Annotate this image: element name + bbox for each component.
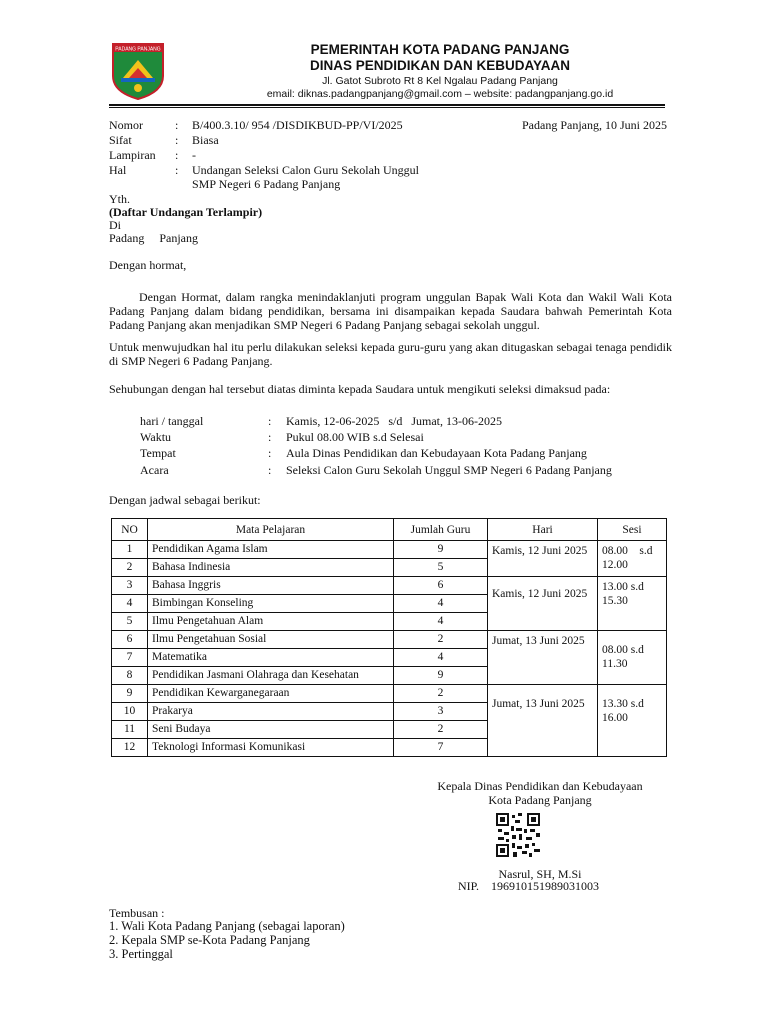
row-session: 08.00 s.d 11.30: [598, 631, 667, 685]
row-count: 5: [394, 559, 488, 577]
row-day: Kamis, 12 Juni 2025: [488, 541, 598, 577]
lampiran-colon: :: [175, 148, 179, 162]
hal-value-line1: Undangan Seleksi Calon Guru Sekolah Unggul: [192, 163, 419, 177]
addressee-yth: Yth.: [109, 192, 130, 206]
row-session: 13.00 s.d 15.30: [598, 577, 667, 631]
cc-item: 3. Pertinggal: [109, 947, 173, 961]
row-no: 5: [112, 613, 148, 631]
row-subject: Prakarya: [148, 703, 394, 721]
letterhead-contact: email: diknas.padangpanjang@gmail.com – website: padangpanjang.go.id: [266, 88, 614, 100]
hal-value-line2: SMP Negeri 6 Padang Panjang: [192, 177, 341, 191]
row-subject: Pendidikan Jasmani Olahraga dan Kesehatan: [148, 667, 394, 685]
row-no: 9: [112, 685, 148, 703]
header-day: Hari: [488, 519, 598, 541]
sifat-colon: :: [175, 133, 179, 147]
event-place-value: Aula Dinas Pendidikan dan Kebudayaan Kota Padang Panjang: [286, 446, 587, 460]
row-count: 4: [394, 649, 488, 667]
lampiran-label: Lampiran: [109, 148, 156, 162]
row-count: 2: [394, 685, 488, 703]
row-session: 13.30 s.d 16.00: [598, 685, 667, 757]
row-subject: Ilmu Pengetahuan Alam: [148, 613, 394, 631]
row-no: 8: [112, 667, 148, 685]
event-agenda-value: Seleksi Calon Guru Sekolah Unggul SMP Negeri 6 Padang Panjang: [286, 463, 612, 477]
row-no: 11: [112, 721, 148, 739]
signature-title-1: Kepala Dinas Pendidikan dan Kebudayaan: [437, 779, 643, 793]
row-subject: Pendidikan Agama Islam: [148, 541, 394, 559]
qr-code-icon: [496, 813, 540, 857]
table-row: [112, 685, 667, 703]
event-time-label: Waktu: [140, 430, 172, 444]
header-no: NO: [112, 519, 148, 541]
lampiran-value: -: [192, 148, 196, 162]
row-day: Kamis, 12 Juni 2025: [488, 577, 598, 631]
hal-colon: :: [175, 163, 179, 177]
event-place-label: Tempat: [140, 446, 176, 460]
header-divider-thin: [109, 107, 665, 108]
event-time-colon: :: [268, 430, 272, 444]
cc-item: 2. Kepala SMP se-Kota Padang Panjang: [109, 933, 310, 947]
logo-text: PADANG PANJANG: [115, 46, 161, 53]
header-count: Jumlah Guru: [394, 519, 488, 541]
row-subject: Bimbingan Konseling: [148, 595, 394, 613]
row-session: 08.00 s.d 12.00: [598, 541, 667, 577]
hal-label: Hal: [109, 163, 127, 177]
row-no: 4: [112, 595, 148, 613]
row-count: 2: [394, 721, 488, 739]
nomor-value: B/400.3.10/ 954 /DISDIKBUD-PP/VI/2025: [192, 118, 403, 132]
event-date-label: hari / tanggal: [140, 414, 204, 428]
event-place-colon: :: [268, 446, 272, 460]
letterhead-government: PEMERINTAH KOTA PADANG PANJANG: [310, 42, 570, 57]
row-count: 9: [394, 541, 488, 559]
row-count: 7: [394, 739, 488, 757]
event-date-colon: :: [268, 414, 272, 428]
event-agenda-label: Acara: [140, 463, 169, 477]
row-no: 1: [112, 541, 148, 559]
table-row: [112, 577, 667, 595]
event-time-value: Pukul 08.00 WIB s.d Selesai: [286, 430, 424, 444]
sifat-value: Biasa: [192, 133, 219, 147]
addressee-city: Padang Panjang: [109, 231, 198, 245]
paragraph-1: Dengan Hormat, dalam rangka menindaklanjuti program unggulan Bapak Wali Kota dan Wakil Wali Kota Padang Panjang dalam bidang pendidikan, bersama ini disampaikan kepada Saudara bahwah Pemerintah Kota Padang Panjang akan menjadikan SMP Negeri 6 Padang Panjang sebagai sekolah unggul.: [109, 290, 672, 332]
cc-item: 1. Wali Kota Padang Panjang (sebagai laporan): [109, 919, 345, 933]
row-count: 2: [394, 631, 488, 649]
row-subject: Teknologi Informasi Komunikasi: [148, 739, 394, 757]
event-agenda-colon: :: [268, 463, 272, 477]
cc-label: Tembusan :: [109, 906, 165, 920]
schedule-intro: Dengan jadwal sebagai berikut:: [109, 493, 261, 507]
row-subject: Matematika: [148, 649, 394, 667]
row-no: 12: [112, 739, 148, 757]
row-count: 6: [394, 577, 488, 595]
row-count: 3: [394, 703, 488, 721]
header-subject: Mata Pelajaran: [148, 519, 394, 541]
nomor-colon: :: [175, 118, 179, 132]
addressee-name: (Daftar Undangan Terlampir): [109, 205, 263, 219]
schedule-table: [111, 518, 667, 757]
row-subject: Bahasa Inggris: [148, 577, 394, 595]
letter-date: Padang Panjang, 10 Juni 2025: [522, 118, 667, 132]
greeting: Dengan hormat,: [109, 258, 187, 272]
paragraph-2: Untuk menwujudkan hal itu perlu dilakukan seleksi kepada guru-guru yang akan ditugaskan sebagai tenaga pendidik di SMP Negeri 6 Padang Panjang.: [109, 340, 672, 368]
nomor-label: Nomor: [109, 118, 143, 132]
row-subject: Ilmu Pengetahuan Sosial: [148, 631, 394, 649]
row-no: 3: [112, 577, 148, 595]
letterhead-department: DINAS PENDIDIKAN DAN KEBUDAYAAN: [309, 58, 571, 73]
addressee-di: Di: [109, 218, 121, 232]
header-session: Sesi: [598, 519, 667, 541]
row-subject: Pendidikan Kewarganegaraan: [148, 685, 394, 703]
row-count: 4: [394, 613, 488, 631]
header-divider: [109, 104, 665, 106]
table-row: [112, 541, 667, 559]
city-logo: [109, 42, 167, 100]
row-day: Jumat, 13 Juni 2025: [488, 685, 598, 757]
row-no: 6: [112, 631, 148, 649]
row-subject: Seni Budaya: [148, 721, 394, 739]
letterhead-address: Jl. Gatot Subroto Rt 8 Kel Ngalau Padang Panjang: [322, 75, 558, 87]
table-header-row: [112, 519, 667, 541]
event-date-value: Kamis, 12-06-2025 s/d Jumat, 13-06-2025: [286, 414, 502, 428]
row-count: 4: [394, 595, 488, 613]
row-subject: Bahasa Indinesia: [148, 559, 394, 577]
row-no: 10: [112, 703, 148, 721]
row-day: Jumat, 13 Juni 2025: [488, 631, 598, 685]
table-row: [112, 631, 667, 649]
row-count: 9: [394, 667, 488, 685]
paragraph-3: Sehubungan dengan hal tersebut diatas diminta kepada Saudara untuk mengikuti seleksi dimaksud pada:: [109, 382, 611, 396]
signature-nip: NIP. 196910151989031003: [458, 879, 600, 893]
signature-title-2: Kota Padang Panjang: [488, 793, 592, 807]
row-no: 2: [112, 559, 148, 577]
signature-name: Nasrul, SH, M.Si: [498, 867, 582, 881]
sifat-label: Sifat: [109, 133, 132, 147]
row-no: 7: [112, 649, 148, 667]
